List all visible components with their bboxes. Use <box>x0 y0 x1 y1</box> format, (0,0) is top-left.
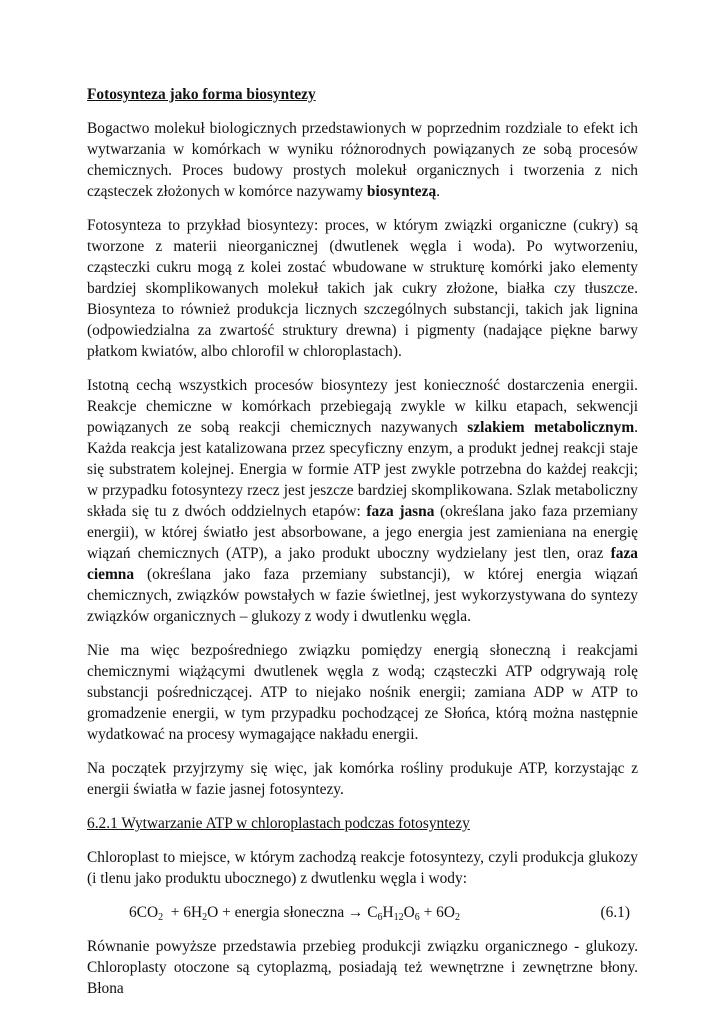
eq-subscript: 2 <box>202 912 208 923</box>
equation-6-1 <box>87 902 638 923</box>
paragraph-photosynthesis-example: Fotosynteza to przykład biosyntezy: proces, w którym związki organiczne (cukry) są tworzone z materii nieorganicznej (dwutlenek węgla i woda). Po wytworzeniu, cząsteczki cukru mogą z kolei zostać wbudowane w strukturę komórki jako elementy bardziej skomplikowanych molekuł takich jak cukry złożone, białka czy tłuszcze. Biosynteza to również produkcja licznych szczególnych substancji, takich jak lignina (odpowiedzialna za zwartość struktury drewna) i pigmenty (nadające piękne barwy płatkom kwiatów, albo chlorofil w chloroplastach). <box>87 217 638 360</box>
paragraph-text: Istotną cechą wszystkich procesów biosyntezy jest konieczność dostarczenia energii. Reakcje chemiczne w komórkach przebiegają zwykle w kilku etapach, sekwencji powiązanych ze sobą reakcji chemicznych nazywanych <box>87 377 638 436</box>
eq-part: + 6H <box>163 904 203 921</box>
bold-term-faza-jasna: faza jasna <box>366 503 435 520</box>
section-heading: 6.2.1 Wytwarzanie ATP w chloroplastach podczas fotosyntezy <box>87 815 470 832</box>
eq-part: O + energia słoneczna → C <box>207 904 378 921</box>
bold-term-szlak: szlakiem metabolicznym <box>467 419 635 436</box>
bold-term-faza-ciemna: faza ciemna <box>87 545 638 583</box>
paragraph-energy <box>87 375 638 627</box>
equation-number: (6.1) <box>600 904 630 921</box>
eq-part: + 6O <box>419 904 455 921</box>
eq-subscript: 2 <box>158 912 164 923</box>
page-title: Fotosynteza jako forma biosyntezy <box>87 86 316 103</box>
eq-subscript: 12 <box>393 912 404 923</box>
equation-formula <box>129 902 460 923</box>
eq-part: 6CO <box>129 904 159 921</box>
paragraph-text: . <box>436 183 441 200</box>
paragraph-text: Bogactwo molekuł biologicznych przedstawionych w poprzednim rozdziale to efekt ich wytwarzania w komórkach w wyniku różnorodnych powiązanych ze sobą procesów chemicznych. Proces budowy prostych molekuł organicznych i tworzenia z nich cząsteczek złożonych w komórce nazywamy <box>87 120 638 200</box>
eq-part: O <box>403 904 415 921</box>
paragraph-intro-atp: Na początek przyjrzymy się więc, jak komórka rośliny produkuje ATP, korzystając z energii światła w fazie jasnej fotosyntezy. <box>87 760 638 798</box>
paragraph-biosynthesis <box>87 118 638 202</box>
eq-subscript: 6 <box>377 912 383 923</box>
paragraph-atp: Nie ma więc bezpośredniego związku pomiędzy energią słoneczną i reakcjami chemicznymi wiążącymi dwutlenek węgla z wodą; cząsteczki ATP odgrywają rolę substancji pośredniczącej. ATP to niejako nośnik energii; zamiana ADP w ATP to gromadzenie energii, w tym przypadku pochodzącej ze Słońca, którą można następnie wydatkować na procesy wymagające nakładu energii. <box>87 642 638 743</box>
paragraph-chloroplast: Chloroplast to miejsce, w którym zachodzą reakcje fotosyntezy, czyli produkcja glukozy (i tlenu jako produktu ubocznego) z dwutlenku węgla i wody: <box>87 849 638 887</box>
paragraph-text: . Każda reakcja jest katalizowana przez specyficzny enzym, a produkt jednej reakcji staje się substratem kolejnej. Energia w formie ATP jest zwykle potrzebna do każdej reakcji; w przypadku fotosyntezy rzecz jest jeszcze bardziej skomplikowana. Szlak metaboliczny składa się tu z dwóch oddzielnych etapów: <box>87 419 638 520</box>
paragraph-text: (określana jako faza przemiany energii), w której światło jest absorbowane, a jego energia jest zamieniana na energię wiązań chemicznych (ATP), a jako produkt uboczny wydzielany jest tlen, oraz <box>87 503 638 562</box>
eq-part: H <box>382 904 394 921</box>
bold-term-biosynteza: biosyntezą <box>366 183 437 200</box>
eq-subscript: 2 <box>454 912 460 923</box>
document-page <box>87 84 638 1012</box>
eq-subscript: 6 <box>414 912 420 923</box>
paragraph-text: (określana jako faza przemiany substancji), w której energia wiązań chemicznych, związków powstałych w fazie świetlnej, jest wykorzystywana do syntezy związków organicznych – glukozy z wody i dwutlenku węgla. <box>87 566 638 625</box>
paragraph-equation-description: Równanie powyższe przedstawia przebieg produkcji związku organicznego - glukozy. Chloroplasty otoczone są cytoplazmą, posiadają też wewnętrzne i zewnętrzne błony. Błona <box>87 938 638 997</box>
